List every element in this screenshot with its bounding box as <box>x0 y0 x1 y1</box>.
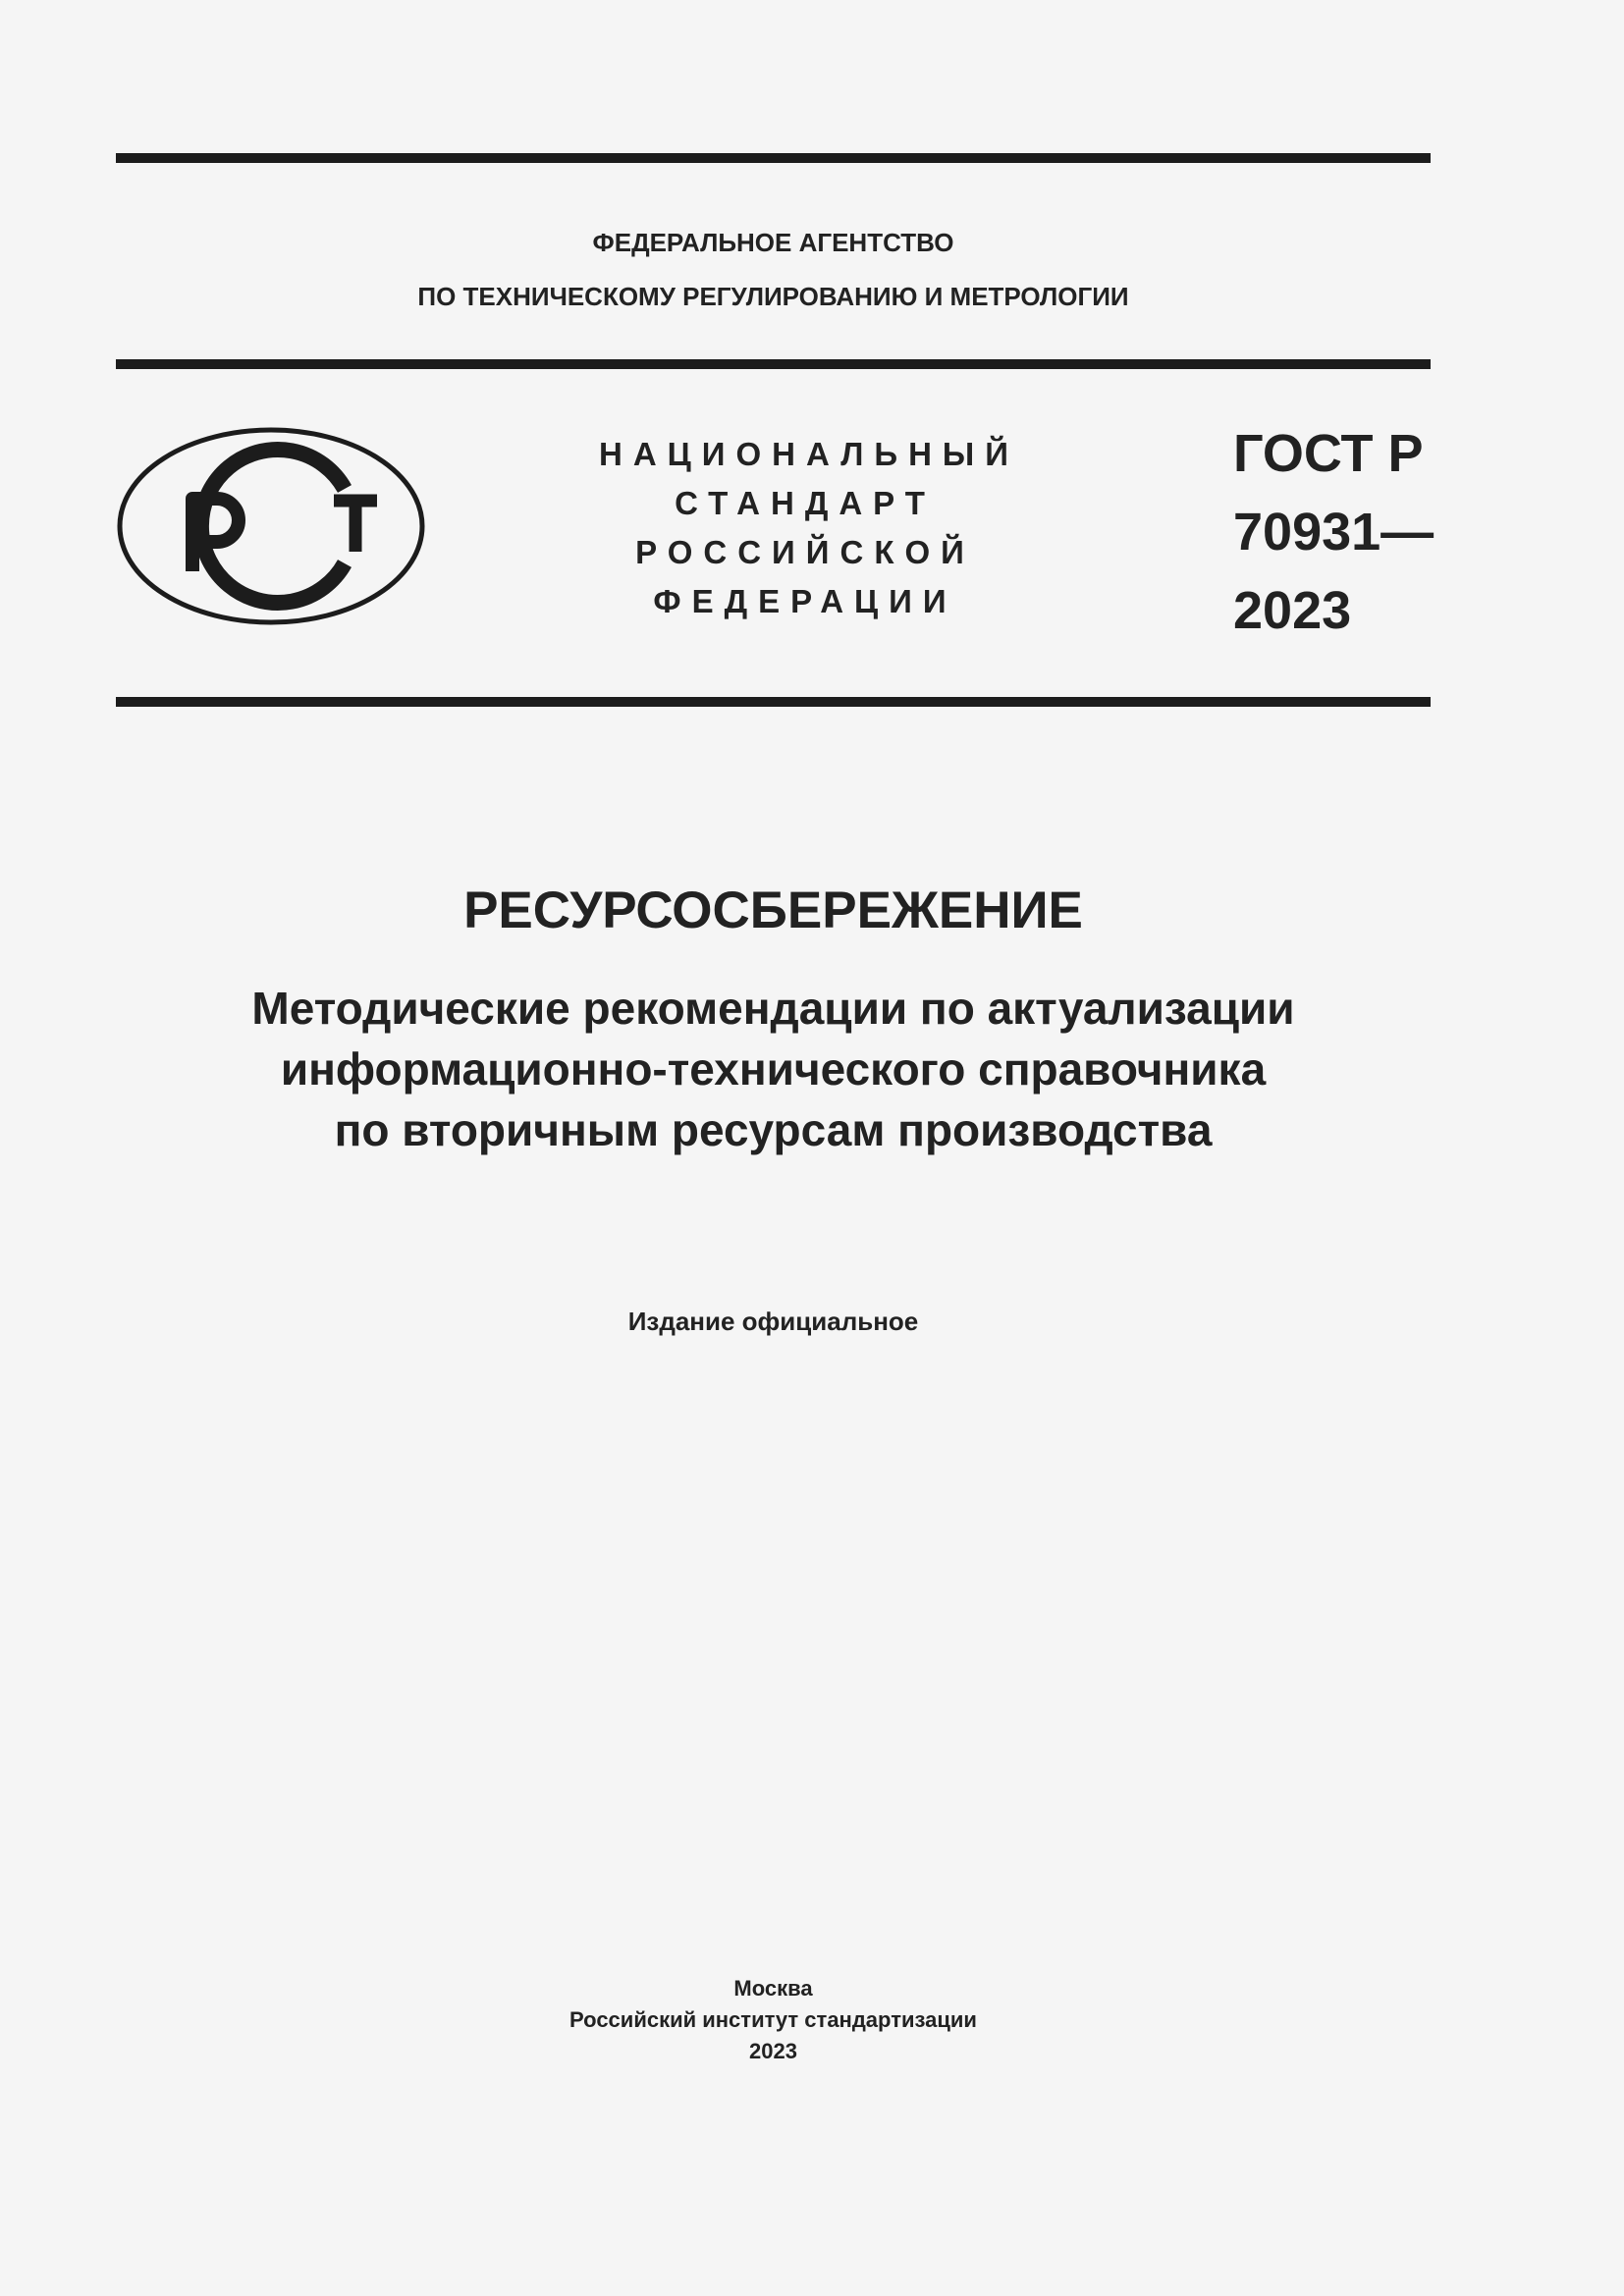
subtitle-line: информационно-технического справочника <box>280 1043 1267 1095</box>
imprint-city: Москва <box>733 1976 813 2001</box>
agency-line-2: ПО ТЕХНИЧЕСКОМУ РЕГУЛИРОВАНИЮ И МЕТРОЛОГИИ <box>417 282 1129 311</box>
standard-type-line: НАЦИОНАЛЬНЫЙ <box>599 436 1019 472</box>
imprint-block <box>116 1973 1431 2067</box>
top-rule <box>116 153 1431 163</box>
standard-type-block <box>599 430 1019 626</box>
subtitle-line: Методические рекомендации по актуализации <box>251 983 1295 1034</box>
standard-code-number: 70931— <box>1233 503 1435 561</box>
imprint-year: 2023 <box>749 2039 797 2063</box>
edition-label: Издание официальное <box>627 1307 919 1336</box>
standard-code-prefix: ГОСТ Р <box>1233 424 1424 483</box>
document-subtitle <box>116 978 1431 1160</box>
middle-rule <box>116 359 1431 369</box>
document-title: РЕСУРСОСБЕРЕЖЕНИЕ <box>463 881 1083 939</box>
standard-code <box>1233 414 1434 650</box>
bottom-rule <box>116 697 1431 707</box>
subtitle-line: по вторичным ресурсам производства <box>334 1104 1213 1155</box>
standard-type-line: СТАНДАРТ <box>675 485 936 521</box>
standard-type-line: РОССИЙСКОЙ <box>635 534 975 570</box>
imprint-publisher: Российский институт стандартизации <box>569 2007 977 2032</box>
standard-type-line: ФЕДЕРАЦИИ <box>653 583 957 619</box>
standard-code-year: 2023 <box>1233 581 1352 640</box>
agency-header <box>116 216 1431 324</box>
agency-line-1: ФЕДЕРАЛЬНОЕ АГЕНТСТВО <box>592 228 954 257</box>
rst-certification-mark-icon <box>116 426 426 626</box>
